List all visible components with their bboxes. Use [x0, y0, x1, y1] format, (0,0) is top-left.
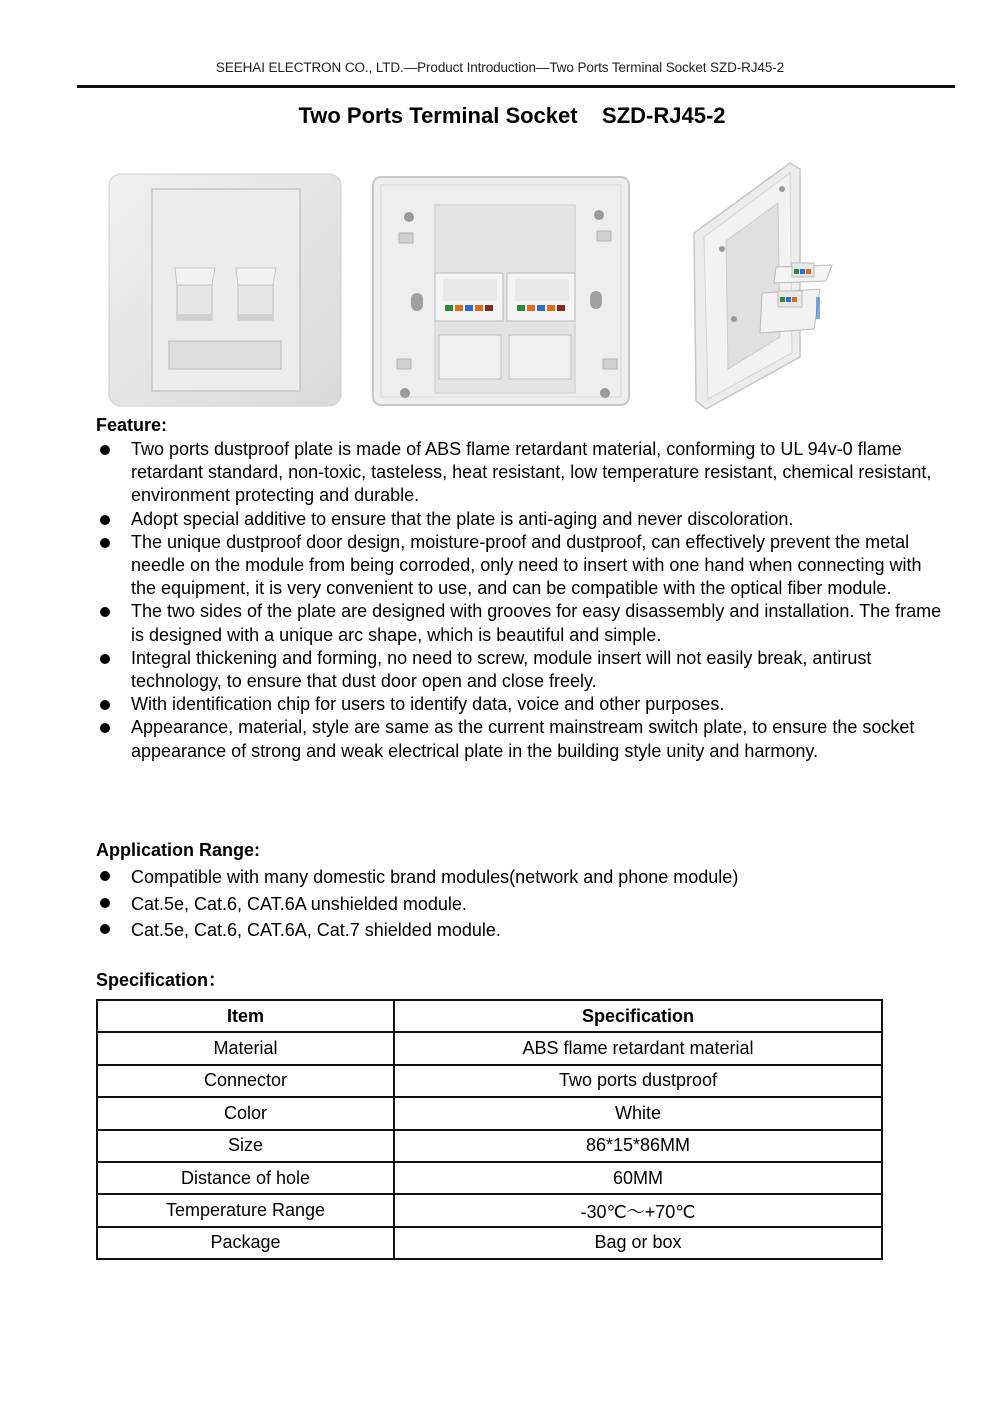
feature-item: Appearance, material, style are same as the current mainstream switch plate, to ensure the socket appearance of strong and weak electrical plate in the building style unity and harmony. [96, 716, 946, 762]
bullet-icon [100, 700, 110, 710]
application-item: Compatible with many domestic brand modules(network and phone module) [96, 864, 946, 891]
spec-cell: -30℃～+70℃ [394, 1194, 882, 1226]
page-title: Two Ports Terminal Socket SZD-RJ45-2 [298, 103, 726, 128]
table-row [97, 1162, 882, 1194]
feature-list [96, 438, 946, 763]
item-cell: Connector [97, 1065, 394, 1097]
bullet-icon [100, 723, 110, 733]
feature-item: With identification chip for users to identify data, voice and other purposes. [96, 693, 946, 716]
bullet-icon [100, 924, 110, 934]
bullet-icon [100, 898, 110, 908]
application-heading: Application Range: [96, 840, 261, 860]
specification-table [96, 999, 883, 1260]
table-row [97, 1065, 882, 1097]
running-header: SEEHAI ELECTRON CO., LTD.—Product Introduction—Two Ports Terminal Socket SZD-RJ45-2 [215, 60, 785, 75]
application-item: Cat.5e, Cat.6, CAT.6A unshielded module. [96, 891, 946, 918]
application-item: Cat.5e, Cat.6, CAT.6A, Cat.7 shielded module. [96, 917, 946, 944]
table-row [97, 1032, 882, 1064]
table-row [97, 1194, 882, 1226]
table-row [97, 1227, 882, 1259]
spec-cell: White [394, 1097, 882, 1129]
application-list [96, 864, 946, 944]
table-row [97, 1130, 882, 1162]
item-cell: Distance of hole [97, 1162, 394, 1194]
spec-cell: ABS flame retardant material [394, 1032, 882, 1064]
spec-cell: 60MM [394, 1162, 882, 1194]
feature-heading: Feature: [96, 415, 168, 435]
spec-cell: Bag or box [394, 1227, 882, 1259]
bullet-icon [100, 654, 110, 664]
product-photo-angled [682, 157, 857, 412]
product-photo-front [108, 173, 342, 407]
table-header-row [97, 1000, 882, 1032]
header-divider [77, 85, 955, 88]
bullet-icon [100, 607, 110, 617]
bullet-icon [100, 445, 110, 455]
column-header-item: Item [97, 1000, 394, 1032]
feature-item: Two ports dustproof plate is made of ABS flame retardant material, conforming to UL 94v-0 flame retardant standard, non-toxic, tasteless, heat resistant, low temperature resistant, chemical resistant, environment protecting and durable. [96, 438, 946, 508]
port-door-left [175, 268, 215, 320]
feature-item: The unique dustproof door design, moisture-proof and dustproof, can effectively prevent the metal needle on the module from being corroded, only need to insert with one hand when connecting with the equipment, it is very convenient to use, and can be compatible with the optical fiber module. [96, 531, 946, 601]
spec-cell: Two ports dustproof [394, 1065, 882, 1097]
keystone-module-angled-bottom [760, 289, 820, 333]
column-header-specification: Specification [394, 1000, 882, 1032]
feature-item: Adopt special additive to ensure that the plate is anti-aging and never discoloration. [96, 508, 946, 531]
specification-heading: Specification： [96, 970, 227, 990]
bullet-icon [100, 515, 110, 525]
feature-item: Integral thickening and forming, no need to screw, module insert will not easily break, antirust technology, to ensure that dust door open and close freely. [96, 647, 946, 693]
feature-item: The two sides of the plate are designed with grooves for easy disassembly and installation. The frame is designed with a unique arc shape, which is beautiful and simple. [96, 600, 946, 646]
spec-cell: 86*15*86MM [394, 1130, 882, 1162]
item-cell: Package [97, 1227, 394, 1259]
bullet-icon [100, 538, 110, 548]
label-window [169, 341, 281, 369]
item-cell: Temperature Range [97, 1194, 394, 1226]
item-cell: Color [97, 1097, 394, 1129]
item-cell: Size [97, 1130, 394, 1162]
table-row [97, 1097, 882, 1129]
port-door-right [236, 268, 276, 320]
item-cell: Material [97, 1032, 394, 1064]
bullet-icon [100, 871, 110, 881]
product-photo-rear [369, 175, 633, 409]
